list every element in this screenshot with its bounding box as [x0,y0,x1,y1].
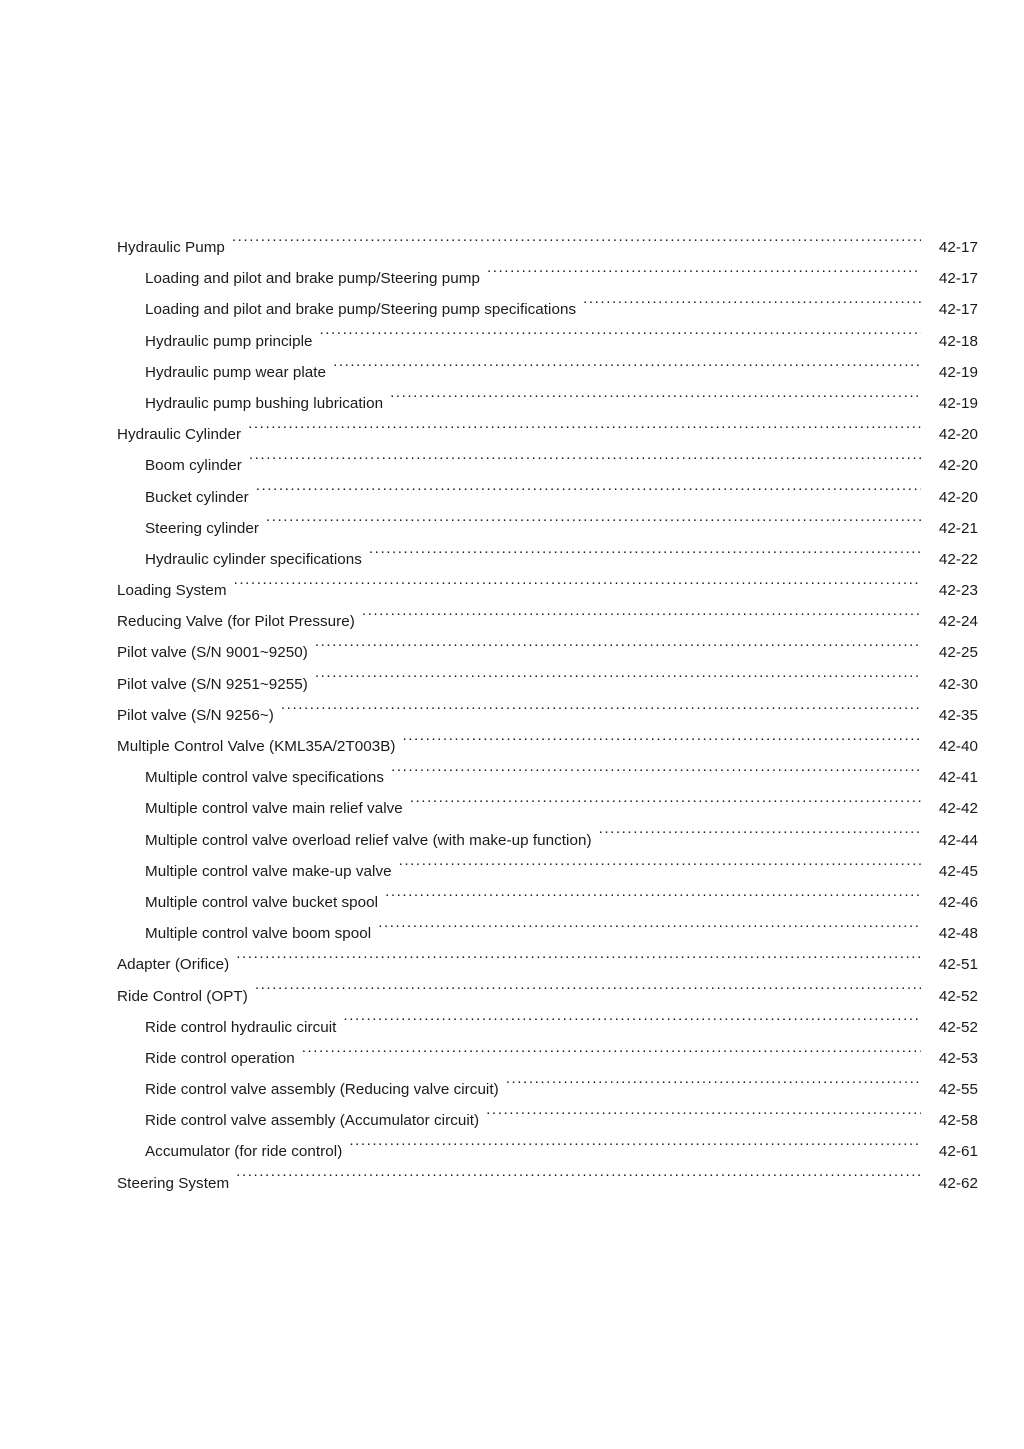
toc-dot-leader [506,1079,921,1094]
toc-entry-title: Multiple control valve make-up valve [145,862,392,880]
toc-dot-leader [403,736,922,751]
toc-entry-page-number: 42-22 [938,550,978,568]
toc-dot-leader [255,985,921,1000]
toc-entry[interactable] [117,669,978,700]
toc-entry-title: Ride control hydraulic circuit [145,1018,337,1036]
toc-entry[interactable] [117,388,978,419]
toc-entry-page-number: 42-42 [938,800,978,818]
toc-entry[interactable] [117,544,978,575]
toc-dot-leader [378,923,921,938]
toc-entry[interactable] [117,1168,978,1199]
toc-dot-leader [249,455,921,470]
toc-entry[interactable] [117,294,978,325]
toc-entry[interactable] [117,1074,978,1105]
toc-entry-page-number: 42-25 [938,644,978,662]
toc-entry-title: Bucket cylinder [145,488,249,506]
toc-entry-title: Hydraulic Pump [117,239,225,256]
toc-entry[interactable] [117,357,978,388]
toc-entry-title: Hydraulic Cylinder [117,426,242,444]
toc-entry-page-number: 42-19 [938,394,978,412]
toc-dot-leader [385,892,921,907]
toc-dot-leader [266,518,921,533]
toc-entry-title: Multiple Control Valve (KML35A/2T003B) [117,738,396,755]
toc-entry-page-number: 42-62 [938,1174,978,1192]
toc-entry-page-number: 42-46 [938,893,978,911]
toc-entry-page-number: 42-17 [938,239,978,256]
toc-dot-leader [487,268,921,283]
toc-entry-page-number: 42-24 [938,613,978,631]
toc-dot-leader [333,362,921,377]
toc-entry-title: Loading System [117,582,227,600]
toc-entry[interactable] [117,419,978,450]
toc-entry[interactable] [117,606,978,637]
toc-entry-page-number: 42-19 [938,363,978,381]
toc-entry[interactable] [117,918,978,949]
toc-entry[interactable] [117,825,978,856]
toc-entry-title: Multiple control valve main relief valve [145,800,403,818]
toc-entry-title: Ride control valve assembly (Accumulator circuit) [145,1112,480,1130]
toc-dot-leader [349,1141,921,1156]
toc-entry[interactable] [117,949,978,980]
toc-entry-page-number: 42-21 [938,519,978,537]
toc-entry-title: Multiple control valve bucket spool [145,893,379,911]
toc-entry-page-number: 42-23 [938,582,978,600]
toc-dot-leader [410,798,921,813]
toc-entry-title: Hydraulic pump principle [145,332,313,350]
toc-entry[interactable] [117,793,978,824]
toc-entry-page-number: 42-41 [938,769,978,787]
toc-dot-leader [256,486,921,501]
toc-entry-page-number: 42-18 [938,332,978,350]
toc-dot-leader [315,642,921,657]
toc-dot-leader [390,393,921,408]
toc-dot-leader [343,1017,921,1032]
toc-entry[interactable] [117,1043,978,1074]
toc-entry[interactable] [117,482,978,513]
toc-entry-page-number: 42-35 [938,706,978,724]
toc-entry[interactable] [117,856,978,887]
toc-entry-title: Ride Control (OPT) [117,987,248,1005]
toc-entry-title: Multiple control valve boom spool [145,925,372,943]
toc-entry-page-number: 42-17 [938,301,978,319]
toc-entry-page-number: 42-51 [938,956,978,974]
toc-entry-page-number: 42-53 [938,1049,978,1067]
toc-dot-leader [232,237,921,252]
toc-entry-title: Loading and pilot and brake pump/Steering pump specifications [145,301,577,319]
toc-entry-title: Loading and pilot and brake pump/Steering pump [145,270,480,288]
toc-entry[interactable] [117,1136,978,1167]
toc-entry-title: Accumulator (for ride control) [145,1143,343,1161]
toc-entry-title: Ride control valve assembly (Reducing valve circuit) [145,1081,499,1099]
toc-dot-leader [302,1048,921,1063]
toc-entry-page-number: 42-61 [938,1143,978,1161]
toc-entry-page-number: 42-20 [938,426,978,444]
toc-entry-page-number: 42-44 [938,831,978,849]
toc-dot-leader [362,611,921,626]
toc-dot-leader [486,1110,921,1125]
toc-dot-leader [281,705,921,720]
toc-entry-page-number: 42-58 [938,1112,978,1130]
toc-entry-page-number: 42-48 [938,925,978,943]
toc-entry[interactable] [117,263,978,294]
toc-entry-title: Multiple control valve overload relief valve (with make-up function) [145,831,592,849]
toc-dot-leader [369,549,921,564]
toc-entry-title: Reducing Valve (for Pilot Pressure) [117,613,355,631]
table-of-contents-list [117,232,978,1199]
toc-entry[interactable] [117,637,978,668]
toc-dot-leader [315,673,921,688]
toc-entry[interactable] [117,700,978,731]
toc-dot-leader [236,954,921,969]
toc-entry[interactable] [117,450,978,481]
toc-entry-title: Pilot valve (S/N 9256~) [117,706,274,724]
toc-entry[interactable] [117,1105,978,1136]
toc-entry-page-number: 42-20 [938,488,978,506]
toc-entry-title: Pilot valve (S/N 9251~9255) [117,675,308,693]
toc-entry-page-number: 42-30 [938,675,978,693]
toc-entry-title: Ride control operation [145,1049,295,1067]
toc-dot-leader [236,1172,921,1187]
toc-entry[interactable] [117,513,978,544]
toc-entry-title: Boom cylinder [145,457,242,475]
toc-dot-leader [583,299,921,314]
toc-entry[interactable] [117,887,978,918]
toc-dot-leader [391,767,921,782]
toc-dot-leader [234,580,921,595]
toc-entry[interactable] [117,232,978,263]
toc-entry[interactable] [117,731,978,762]
toc-entry-title: Pilot valve (S/N 9001~9250) [117,644,308,662]
toc-entry-page-number: 42-17 [938,270,978,288]
toc-entry-title: Adapter (Orifice) [117,956,230,974]
toc-entry[interactable] [117,326,978,357]
toc-entry[interactable] [117,762,978,793]
toc-entry-title: Steering System [117,1174,230,1192]
toc-entry-page-number: 42-20 [938,457,978,475]
toc-entry[interactable] [117,575,978,606]
toc-entry[interactable] [117,1012,978,1043]
toc-entry-page-number: 42-40 [938,738,978,755]
toc-entry-title: Hydraulic pump bushing lubrication [145,394,384,412]
toc-entry-title: Multiple control valve specifications [145,769,385,787]
toc-entry-page-number: 42-55 [938,1081,978,1099]
toc-entry-page-number: 42-52 [938,987,978,1005]
toc-dot-leader [599,829,921,844]
toc-entry-title: Steering cylinder [145,519,259,537]
toc-dot-leader [320,330,922,345]
toc-dot-leader [399,861,921,876]
toc-entry-title: Hydraulic pump wear plate [145,363,327,381]
toc-entry[interactable] [117,981,978,1012]
toc-entry-page-number: 42-52 [938,1018,978,1036]
toc-entry-title: Hydraulic cylinder specifications [145,550,362,568]
toc-dot-leader [248,424,921,439]
toc-entry-page-number: 42-45 [938,862,978,880]
